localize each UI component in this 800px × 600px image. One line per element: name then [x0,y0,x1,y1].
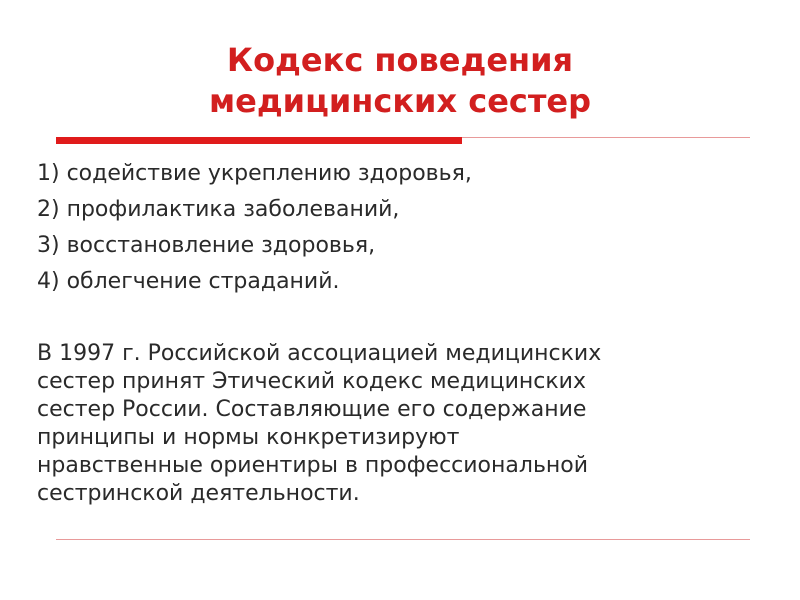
principles-list [37,156,472,300]
paragraph-line: принципы и нормы конкретизируют [37,425,460,450]
paragraph-line: сестер принят Этический кодекс медицинских [37,369,586,394]
list-item: 1) содействие укреплению здоровья, [37,161,472,186]
footer-divider [56,539,750,540]
slide-title-line-1: Кодекс поведения [226,41,574,79]
title-divider-accent [56,137,462,144]
list-item: 2) профилактика заболеваний, [37,197,400,222]
paragraph-line: сестринской деятельности. [37,481,360,506]
list-item: 4) облегчение страданий. [37,269,340,294]
paragraph-line: нравственные ориентиры в профессиональной [37,453,589,478]
description-paragraph [37,340,777,508]
slide-title [0,40,800,122]
paragraph-line: сестер России. Составляющие его содержание [37,397,587,422]
paragraph-line: В 1997 г. Российской ассоциацией медицинских [37,341,602,366]
list-item: 3) восстановление здоровья, [37,233,376,258]
slide-title-line-2: медицинских сестер [208,82,592,120]
